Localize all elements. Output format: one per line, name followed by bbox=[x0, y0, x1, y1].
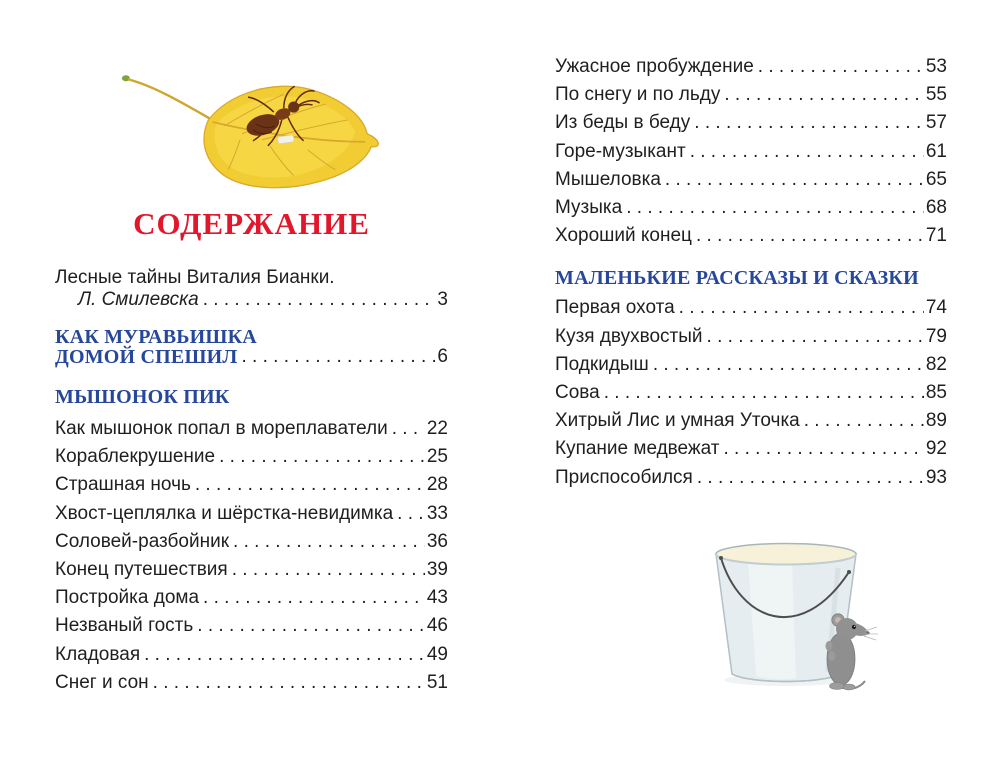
intro-author-row bbox=[55, 289, 448, 311]
entry-page: 93 bbox=[925, 466, 947, 488]
entry-page: 53 bbox=[925, 56, 947, 77]
toc-entry bbox=[555, 53, 947, 81]
entry-page: 49 bbox=[426, 643, 448, 665]
entry-page: 39 bbox=[426, 559, 448, 581]
entry-page: 79 bbox=[925, 325, 947, 347]
entry-page: 46 bbox=[426, 615, 448, 637]
entry-page: 55 bbox=[925, 84, 947, 106]
dot-leader bbox=[675, 294, 924, 322]
toc-entry bbox=[555, 379, 947, 407]
entry-page: 33 bbox=[426, 502, 448, 524]
dot-leader bbox=[800, 407, 924, 435]
entry-page: 82 bbox=[925, 353, 947, 375]
entry-title: Хороший конец bbox=[555, 225, 692, 247]
entry-page: 92 bbox=[925, 438, 947, 460]
toc-entry bbox=[555, 407, 947, 435]
dot-leader bbox=[393, 500, 425, 528]
entry-page: 25 bbox=[426, 446, 448, 468]
entry-title: Подкидыш bbox=[555, 353, 649, 375]
entry-title: Хвост-цеплялка и шёрстка-невидимка bbox=[55, 502, 394, 524]
entry-title: Незваный гость bbox=[55, 615, 194, 637]
intro-author: Л. Смилевска bbox=[78, 289, 199, 310]
section-heading-line1: КАК МУРАВЬИШКА bbox=[55, 326, 257, 348]
dot-leader bbox=[237, 347, 435, 367]
entry-title: Кладовая bbox=[55, 643, 141, 665]
entry-title: Соловей-разбойник bbox=[55, 530, 230, 552]
dot-leader bbox=[649, 351, 924, 379]
entry-title: Страшная ночь bbox=[55, 474, 191, 496]
toc-entry bbox=[555, 138, 947, 166]
entry-title: Мышеловка bbox=[555, 168, 661, 190]
bucket-with-mouse-icon bbox=[688, 528, 883, 696]
dot-leader bbox=[199, 289, 436, 311]
entry-title: Из беды в беду bbox=[555, 112, 691, 134]
entry-page: 71 bbox=[925, 225, 947, 247]
dot-leader bbox=[661, 166, 924, 194]
entry-page: 51 bbox=[426, 671, 448, 693]
toc-entry bbox=[55, 641, 448, 669]
entry-page: 89 bbox=[925, 410, 947, 432]
toc-entry bbox=[555, 166, 947, 194]
entry-page: 3 bbox=[437, 289, 448, 310]
toc-entry bbox=[555, 294, 947, 322]
entry-title: Как мышонок попал в мореплаватели bbox=[55, 418, 388, 439]
left-column bbox=[55, 0, 448, 697]
entry-title: Кораблекрушение bbox=[55, 446, 216, 468]
dot-leader bbox=[754, 53, 924, 81]
section-heading-mouse-pik: МЫШОНОК ПИК bbox=[55, 386, 230, 408]
intro-entry bbox=[55, 267, 448, 311]
entry-title: Первая охота bbox=[555, 297, 675, 319]
toc-entry bbox=[555, 81, 947, 109]
toc-entry bbox=[55, 471, 448, 499]
dot-leader bbox=[622, 194, 924, 222]
toc-entry bbox=[55, 612, 448, 640]
left-entries-list bbox=[55, 415, 448, 697]
entry-page: 85 bbox=[925, 382, 947, 404]
toc-entry bbox=[555, 222, 947, 250]
toc-entry bbox=[555, 464, 947, 492]
leaf-with-ant-icon bbox=[113, 42, 391, 192]
toc-entry bbox=[555, 109, 947, 137]
leaf-ant-illustration bbox=[113, 42, 391, 192]
dot-leader bbox=[140, 641, 425, 669]
right-column bbox=[555, 53, 947, 696]
section-heading-row bbox=[55, 347, 448, 367]
dot-leader bbox=[199, 584, 425, 612]
entry-title: Музыка bbox=[555, 197, 623, 219]
entry-title: Ужасное пробуждение bbox=[555, 56, 754, 77]
entry-page: 61 bbox=[925, 140, 947, 162]
entry-title: Сова bbox=[555, 382, 600, 404]
dot-leader bbox=[193, 612, 425, 640]
section-how-ant-hurried-home bbox=[55, 327, 448, 367]
page-title: СОДЕРЖАНИЕ bbox=[133, 206, 370, 241]
intro-line1: Лесные тайны Виталия Бианки. bbox=[55, 267, 335, 288]
entry-page: 65 bbox=[925, 168, 947, 190]
entry-page: 68 bbox=[925, 197, 947, 219]
entry-page: 36 bbox=[426, 530, 448, 552]
dot-leader bbox=[229, 528, 425, 556]
toc-entry bbox=[55, 443, 448, 471]
entry-title: Снег и сон bbox=[55, 671, 149, 693]
dot-leader bbox=[228, 556, 425, 584]
dot-leader bbox=[686, 138, 924, 166]
section-heading-line2: ДОМОЙ СПЕШИЛ bbox=[55, 346, 238, 368]
entry-title: Постройка дома bbox=[55, 587, 200, 609]
section-heading-little-stories: МАЛЕНЬКИЕ РАССКАЗЫ И СКАЗКИ bbox=[555, 267, 919, 290]
dot-leader bbox=[191, 471, 425, 499]
toc-entry bbox=[55, 556, 448, 584]
entry-page: 43 bbox=[426, 587, 448, 609]
bucket-mouse-illustration bbox=[688, 528, 883, 696]
dot-leader bbox=[690, 109, 924, 137]
toc-entry bbox=[555, 194, 947, 222]
dot-leader bbox=[600, 379, 924, 407]
entry-page: 57 bbox=[925, 112, 947, 134]
entry-title: Конец путешествия bbox=[55, 559, 228, 581]
toc-entry bbox=[55, 528, 448, 556]
toc-entry bbox=[555, 351, 947, 379]
entry-title: Приспособился bbox=[555, 466, 693, 488]
entry-page: 6 bbox=[437, 346, 448, 367]
toc-entry bbox=[555, 323, 947, 351]
toc-entry bbox=[55, 415, 448, 443]
entry-title: Горе-музыкант bbox=[555, 140, 686, 162]
toc-entry bbox=[55, 500, 448, 528]
dot-leader bbox=[692, 222, 924, 250]
dot-leader bbox=[720, 81, 923, 109]
entry-page: 22 bbox=[426, 418, 448, 439]
toc-entry bbox=[55, 669, 448, 697]
toc-entry bbox=[55, 584, 448, 612]
dot-leader bbox=[388, 415, 425, 443]
dot-leader bbox=[149, 669, 425, 697]
entry-title: Хитрый Лис и умная Уточка bbox=[555, 410, 800, 432]
toc-entry bbox=[555, 435, 947, 463]
entry-page: 74 bbox=[925, 297, 947, 319]
dot-leader bbox=[215, 443, 425, 471]
entry-page: 28 bbox=[426, 474, 448, 496]
dot-leader bbox=[693, 464, 924, 492]
entry-title: По снегу и по льду bbox=[555, 84, 721, 106]
right-entries-bottom-list bbox=[555, 294, 947, 491]
entry-title: Кузя двухвостый bbox=[555, 325, 703, 347]
entry-title: Купание медвежат bbox=[555, 438, 720, 460]
dot-leader bbox=[719, 435, 923, 463]
right-entries-top-list bbox=[555, 53, 947, 250]
dot-leader bbox=[703, 323, 924, 351]
